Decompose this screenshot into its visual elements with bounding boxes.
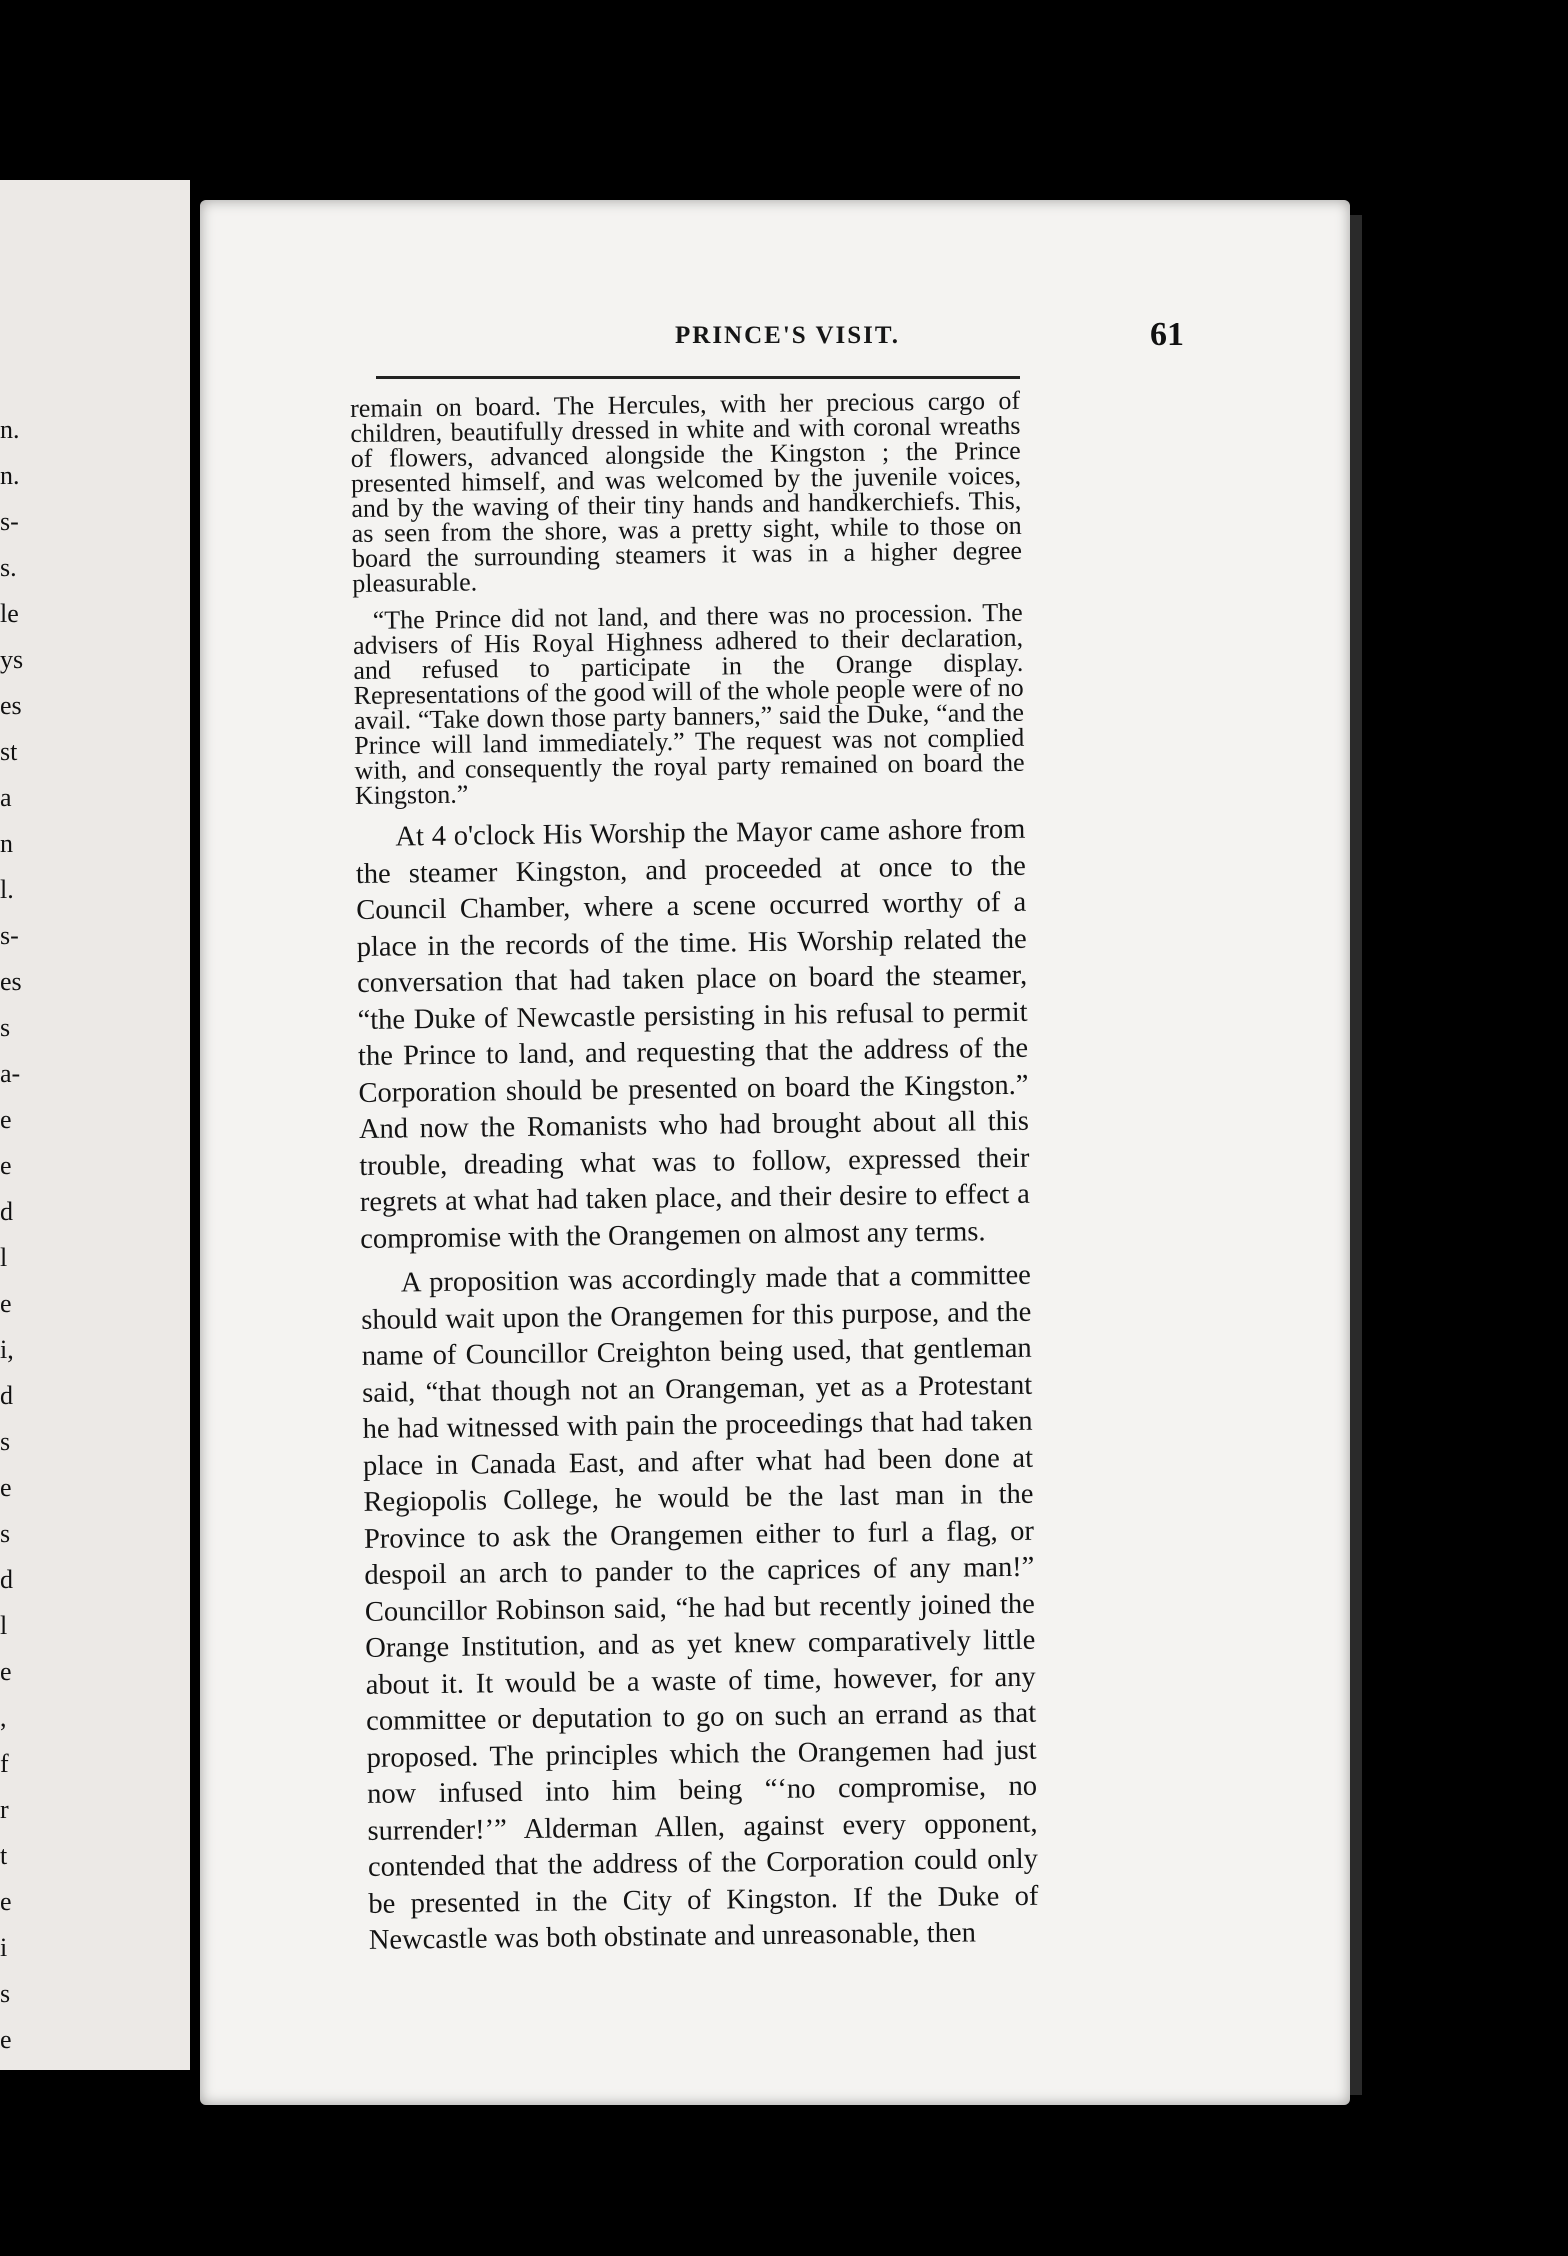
facing-page-fragment-text: ys [0, 645, 24, 674]
header-rule [376, 376, 1020, 379]
body-paragraph-2: A proposition was accordingly made that a committee should wait upon the Orangemen for this purpose, and the name of Councillor Creighton being used, that gentleman said, “that though not an Orangeman, yet as a Protestant he had witnessed with pain the proceedings that had taken place in Canada East, and after what had been done at Regiopolis College, he would be the last man in the Province to ask the Orangemen either to furl a flag, or despoil an arch to pander to the caprices of any man!” Councillor Robinson said, “he had but recently joined the Orange Institution, and as yet knew comparatively little about it. It would be a waste of time, however, for any committee or deputation to go on such an errand as that proposed. The principles which the Orangemen had just now infused into him being “‘no compromise, no surrender!’” Alderman Allen, against every opponent, contended that the address of the Corporation could only be presented in the City of Kingston. If the Duke of Newcastle was both obstinate and unreasonable, then [361, 1259, 1039, 1956]
quoted-paragraph-2: “The Prince did not land, and there was no procession. The advisers of His Royal Highness adhered to their declaration, and refused to participate in the Orange display. Representations of the good will of the whole people were of no avail. “Take down those party banners,” said the Duke, “and the Prince will land immediately.” The request was not complied with, and consequently the royal party remained on board the Kingston.” [352, 597, 1025, 810]
facing-page-fragment-text: e [0, 1105, 12, 1134]
facing-page-fragment-text: es [0, 691, 22, 720]
facing-page-fragment-text: s [0, 1427, 11, 1456]
body-text [349, 385, 1039, 1968]
facing-page-fragment-text: s [0, 1979, 11, 2008]
facing-page-fragment-text: i, [0, 1335, 14, 1364]
body-paragraph-1: At 4 o'clock His Worship the Mayor came ashore from the steamer Kingston, and proceeded at once to the Council Chamber, where a scene occurred worthy of a place in the records of the time. His Worship related the conversation that had taken place on board the steamer, “the Duke of Newcastle persisting in his refusal to permit the Prince to land, and requesting that the address of the Corporation should be presented on board the Kingston.” And now the Romanists who had brought about all this trouble, dreading what was to follow, expressed their regrets at what had taken place, and their desire to effect a compromise with the Orangemen on almost any terms. [355, 813, 1030, 1255]
facing-page-fragment-text: le [0, 599, 19, 628]
facing-page-fragment-text: r [0, 1795, 9, 1824]
page-number: 61 [1150, 316, 1184, 353]
facing-page-fragment-text: st [0, 737, 18, 766]
facing-page-fragment-text: s. [0, 553, 17, 582]
running-head: PRINCE'S VISIT. [675, 322, 900, 349]
facing-page-fragment-text: d [0, 1565, 13, 1594]
facing-page-fragment-text: e [0, 1657, 12, 1686]
facing-page-fragment-text: n. [0, 415, 20, 444]
facing-page-fragment-text: l [0, 1243, 8, 1272]
facing-page-fragment-text: e [0, 1289, 12, 1318]
facing-page-fragment-text: f [0, 1749, 9, 1778]
facing-page-fragment-text: t [0, 1841, 8, 1870]
facing-page-fragment-text: e [0, 1887, 12, 1916]
facing-page-fragment-text: n [0, 829, 13, 858]
facing-page-fragment-text: d [0, 1197, 13, 1226]
facing-page-fragment-text: l [0, 1611, 8, 1640]
facing-page-fragment-text: a- [0, 1059, 21, 1088]
facing-page-fragment-text: l. [0, 875, 14, 904]
facing-page-fragment-text: i [0, 1933, 8, 1962]
facing-page-fragment-text: s [0, 1013, 11, 1042]
facing-page-fragment-text: es [0, 967, 22, 996]
facing-page-fragment-text: e [0, 2025, 12, 2054]
page-edge [1350, 215, 1362, 2095]
facing-page-fragment [0, 180, 190, 2070]
facing-page-fragment-text: s- [0, 921, 19, 950]
facing-page-fragment-text: n. [0, 461, 20, 490]
book-page [200, 200, 1350, 2105]
facing-page-fragment-text: a [0, 783, 12, 812]
facing-page-fragment-text: d [0, 1381, 13, 1410]
facing-page-fragment-text: , [0, 1703, 7, 1732]
facing-page-fragment-text: s [0, 1519, 11, 1548]
facing-page-fragment-text: e [0, 1473, 12, 1502]
facing-page-fragment-text: e [0, 1151, 12, 1180]
quoted-paragraph-1: remain on board. The Hercules, with her precious cargo of children, beautifully dressed in white and with coronal wreaths of flowers, advanced alongside the Kingston ; the Prince presented himself, and was welcomed by the juvenile voices, and by the waving of their tiny hands and handkerchiefs. This, as seen from the shore, was a pretty sight, while to those on board the surrounding steamers it was in a higher degree pleasurable. [349, 385, 1023, 598]
facing-page-fragment-text: s- [0, 507, 19, 536]
